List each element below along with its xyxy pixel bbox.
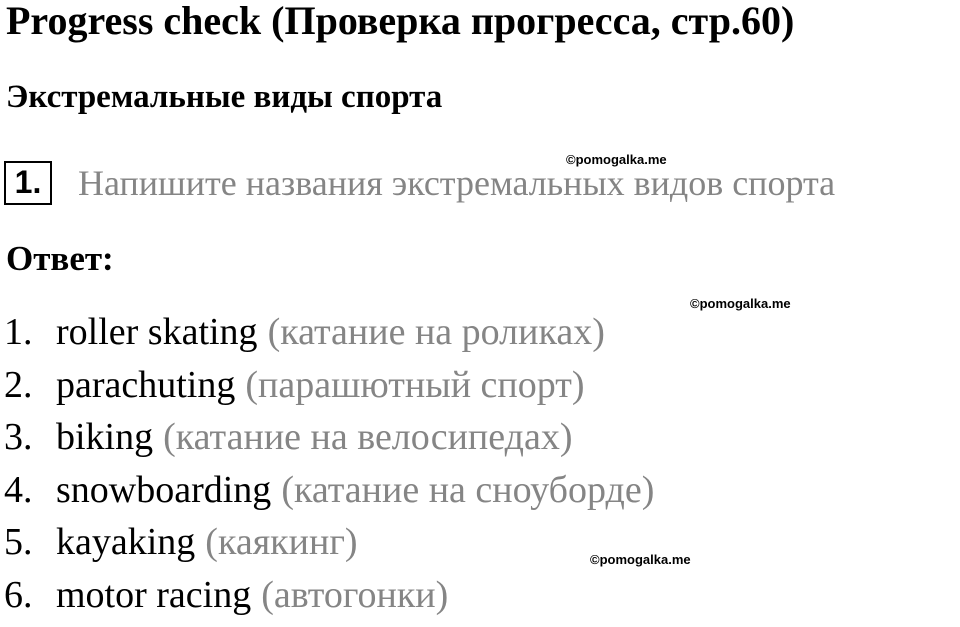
section-subtitle: Экстремальные виды спорта bbox=[6, 79, 442, 117]
answer-item-number: 5. bbox=[4, 522, 56, 564]
watermark: ©pomogalka.me bbox=[566, 153, 667, 166]
answer-item-translation: (парашютный спорт) bbox=[245, 365, 584, 407]
page-title: Progress check (Проверка прогресса, стр.60) bbox=[6, 0, 794, 44]
answer-item bbox=[4, 312, 654, 365]
answer-item-translation: (катание на сноуборде) bbox=[281, 470, 654, 512]
answer-list bbox=[4, 312, 654, 627]
answer-item-english: snowboarding bbox=[56, 470, 271, 512]
answer-item-translation: (каякинг) bbox=[205, 522, 357, 564]
watermark: ©pomogalka.me bbox=[690, 297, 791, 310]
answer-item bbox=[4, 365, 654, 418]
answer-item bbox=[4, 417, 654, 470]
answer-item-number: 4. bbox=[4, 470, 56, 512]
answer-item-number: 3. bbox=[4, 417, 56, 459]
task-number-box: 1. bbox=[4, 161, 52, 205]
task-instruction: Напишите названия экстремальных видов спорта bbox=[78, 165, 835, 201]
answer-item-number: 6. bbox=[4, 575, 56, 617]
answer-item-translation: (катание на велосипедах) bbox=[163, 417, 572, 459]
answer-item-english: kayaking bbox=[56, 522, 195, 564]
answer-item-number: 2. bbox=[4, 365, 56, 407]
watermark: ©pomogalka.me bbox=[590, 553, 691, 566]
answer-item-translation: (автогонки) bbox=[261, 575, 448, 617]
answer-item-english: biking bbox=[56, 417, 153, 459]
answer-item-english: parachuting bbox=[56, 365, 235, 407]
answer-item-english: roller skating bbox=[56, 312, 258, 354]
answer-item bbox=[4, 470, 654, 523]
task-row bbox=[4, 160, 835, 206]
answer-label: Ответ: bbox=[6, 239, 114, 279]
answer-item-translation: (катание на роликах) bbox=[268, 312, 605, 354]
answer-item bbox=[4, 522, 654, 575]
answer-item-english: motor racing bbox=[56, 575, 251, 617]
answer-item-number: 1. bbox=[4, 312, 56, 354]
answer-item bbox=[4, 575, 654, 627]
